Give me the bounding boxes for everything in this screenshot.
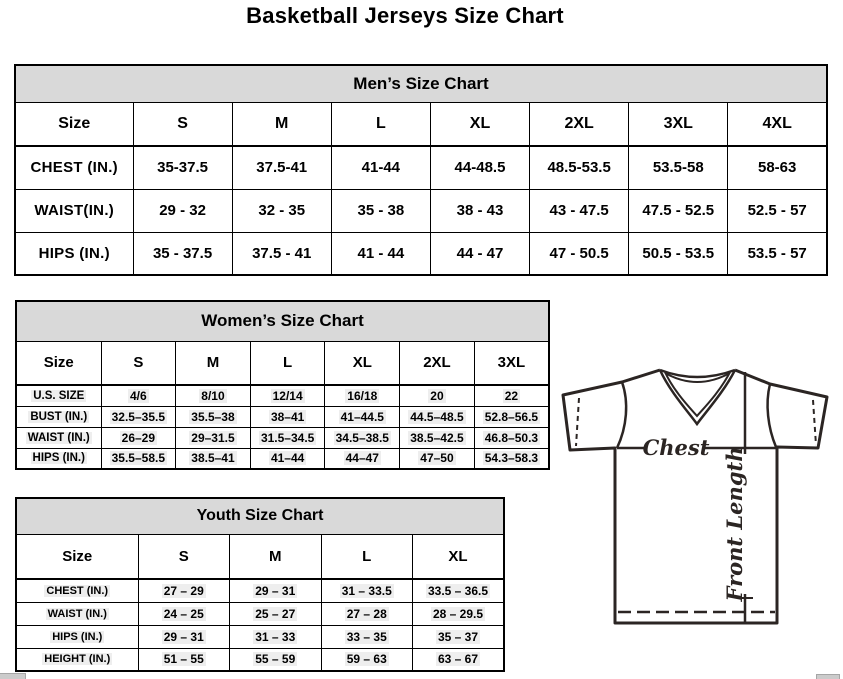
- men-cell-text: 35-37.5: [157, 159, 208, 177]
- men-cell-text: 44-48.5: [454, 159, 506, 177]
- youth-cell: [230, 579, 322, 602]
- jersey-outline-icon: [563, 370, 827, 623]
- youth-row-label-text: HIPS (IN.): [52, 630, 103, 643]
- women-table-row: [16, 427, 549, 448]
- men-cell: [133, 146, 232, 189]
- youth-cell-text: 55 – 59: [255, 652, 296, 667]
- youth-row-label-text: HEIGHT (IN.): [44, 653, 111, 666]
- women-cell-text: 41–44.5: [340, 409, 384, 424]
- women-cell: [400, 385, 475, 406]
- youth-column-header: L: [321, 534, 413, 579]
- men-cell: [133, 232, 232, 275]
- armhole-seam-right: [768, 384, 776, 447]
- youth-cell: [138, 579, 230, 602]
- men-row-label-text: CHEST (IN.): [30, 159, 118, 177]
- women-cell-text: 38–41: [270, 409, 305, 424]
- youth-row-label: [16, 648, 138, 671]
- women-cell: [474, 385, 549, 406]
- men-cell-text: 48.5-53.5: [547, 159, 611, 177]
- men-cell: [629, 146, 728, 189]
- youth-table-row: [16, 625, 504, 648]
- women-cell-text: 32.5–35.5: [111, 409, 166, 424]
- women-cell: [101, 406, 176, 427]
- men-cell-text: 41-44: [361, 159, 401, 177]
- men-cell: [232, 232, 331, 275]
- men-cell: [331, 189, 430, 232]
- women-column-header: 2XL: [400, 341, 475, 385]
- women-cell-text: 47–50: [420, 451, 454, 466]
- youth-cell-text: 33.5 – 36.5: [427, 583, 489, 598]
- page-title: Basketball Jerseys Size Chart: [246, 3, 564, 28]
- scrollbar-fragment-right[interactable]: [816, 674, 840, 679]
- men-table-row: [15, 146, 827, 189]
- youth-cell-text: 29 – 31: [255, 583, 296, 598]
- women-cell: [400, 427, 475, 448]
- women-cell: [176, 385, 251, 406]
- men-column-header: M: [232, 102, 331, 146]
- women-cell: [250, 406, 325, 427]
- men-column-header: XL: [430, 102, 529, 146]
- youth-cell: [230, 602, 322, 625]
- women-row-label: [16, 406, 101, 427]
- sleeve-stitch-left: [576, 398, 579, 446]
- women-cell-text: 54.3–58.3: [484, 451, 539, 466]
- men-cell: [430, 189, 529, 232]
- men-cell: [629, 189, 728, 232]
- men-column-header: 4XL: [728, 102, 827, 146]
- women-row-label: [16, 385, 101, 406]
- women-cell: [400, 406, 475, 427]
- women-cell: [176, 427, 251, 448]
- women-cell: [101, 427, 176, 448]
- women-cell-text: 34.5–38.5: [335, 430, 389, 445]
- women-cell-text: 38.5–41: [191, 451, 235, 466]
- women-table-row: [16, 448, 549, 469]
- women-cell: [250, 448, 325, 469]
- men-table-title: Men’s Size Chart: [15, 65, 827, 102]
- men-cell-text: 58-63: [757, 159, 797, 177]
- youth-cell: [321, 602, 413, 625]
- men-cell-text: 52.5 - 57: [747, 202, 807, 219]
- women-row-label: [16, 448, 101, 469]
- women-column-header: XL: [325, 341, 400, 385]
- women-cell-text: 12/14: [272, 388, 303, 403]
- youth-cell-text: 51 – 55: [163, 652, 204, 667]
- men-column-header: L: [331, 102, 430, 146]
- women-table-title: Women’s Size Chart: [16, 301, 549, 341]
- women-column-header: S: [101, 341, 176, 385]
- youth-cell-text: 27 – 28: [346, 606, 387, 621]
- women-cell-text: 44–47: [345, 451, 379, 466]
- men-cell: [530, 189, 629, 232]
- women-cell-text: 52.8–56.5: [484, 409, 539, 424]
- men-cell-text: 43 - 47.5: [549, 202, 609, 219]
- women-cell: [250, 427, 325, 448]
- men-cell-text: 35 - 37.5: [152, 244, 213, 262]
- youth-table-row: [16, 579, 504, 602]
- men-table-row: [15, 189, 827, 232]
- women-cell-text: 8/10: [201, 388, 225, 403]
- women-cell: [474, 427, 549, 448]
- men-cell: [728, 232, 827, 275]
- women-table-row: [16, 406, 549, 427]
- men-row-label: [15, 232, 133, 275]
- armhole-seam-left: [617, 382, 626, 448]
- youth-row-label: [16, 625, 138, 648]
- youth-cell-text: 31 – 33: [255, 629, 296, 644]
- women-cell-text: 46.8–50.3: [484, 430, 539, 445]
- youth-cell: [321, 579, 413, 602]
- women-cell-text: 38.5–42.5: [410, 430, 464, 445]
- men-table-row: [15, 232, 827, 275]
- men-row-label: [15, 146, 133, 189]
- men-cell: [728, 146, 827, 189]
- men-cell-text: 41 - 44: [357, 244, 405, 262]
- women-cell-text: 26–29: [121, 430, 156, 445]
- women-cell: [325, 406, 400, 427]
- men-cell: [232, 189, 331, 232]
- youth-cell-text: 27 – 29: [163, 583, 204, 598]
- women-cell: [250, 385, 325, 406]
- women-cell: [474, 406, 549, 427]
- men-row-label-text: HIPS (IN.): [38, 244, 110, 262]
- men-cell-text: 38 - 43: [456, 202, 504, 219]
- women-cell-text: 22: [504, 388, 519, 403]
- men-cell: [629, 232, 728, 275]
- women-cell: [400, 448, 475, 469]
- women-column-header: L: [250, 341, 325, 385]
- youth-cell: [230, 648, 322, 671]
- men-cell: [530, 232, 629, 275]
- women-row-label: [16, 427, 101, 448]
- men-cell: [331, 146, 430, 189]
- men-cell: [232, 146, 331, 189]
- youth-cell: [413, 602, 505, 625]
- men-cell: [331, 232, 430, 275]
- youth-row-label-text: CHEST (IN.): [46, 584, 109, 597]
- men-cell-text: 53.5-58: [652, 159, 704, 177]
- youth-cell: [413, 579, 505, 602]
- women-row-label-text: BUST (IN.): [30, 410, 88, 423]
- women-table-row: [16, 385, 549, 406]
- youth-column-header: M: [230, 534, 322, 579]
- youth-cell: [413, 648, 505, 671]
- women-cell-text: 35.5–58.5: [111, 451, 166, 466]
- youth-cell: [138, 648, 230, 671]
- youth-cell-text: 24 – 25: [163, 606, 204, 621]
- women-cell-text: 35.5–38: [191, 409, 235, 424]
- men-row-label: [15, 189, 133, 232]
- men-cell-text: 50.5 - 53.5: [642, 244, 715, 262]
- men-column-header: Size: [15, 102, 133, 146]
- youth-row-label-text: WAIST (IN.): [47, 607, 107, 620]
- youth-cell: [321, 625, 413, 648]
- men-cell-text: 37.5-41: [256, 159, 308, 177]
- men-row-label-text: WAIST(IN.): [34, 202, 115, 219]
- women-cell: [176, 448, 251, 469]
- men-cell: [728, 189, 827, 232]
- men-cell-text: 32 - 35: [258, 202, 306, 219]
- men-column-header: S: [133, 102, 232, 146]
- womens-size-table: [15, 300, 550, 470]
- women-cell-text: 31.5–34.5: [260, 430, 315, 445]
- youth-cell-text: 35 – 37: [437, 629, 479, 644]
- youth-cell-text: 28 – 29.5: [432, 606, 484, 621]
- men-column-header: 2XL: [530, 102, 629, 146]
- youth-cell-text: 25 – 27: [255, 606, 296, 621]
- youth-column-header: XL: [413, 534, 505, 579]
- youth-size-table: [15, 497, 505, 672]
- men-cell-text: 44 - 47: [456, 244, 504, 262]
- women-cell: [474, 448, 549, 469]
- women-row-label-text: HIPS (IN.): [32, 452, 85, 465]
- women-cell: [325, 385, 400, 406]
- youth-cell: [230, 625, 322, 648]
- youth-table-row: [16, 648, 504, 671]
- women-cell-text: 44.5–48.5: [410, 409, 464, 424]
- women-row-label-text: U.S. SIZE: [33, 389, 85, 402]
- youth-table-row: [16, 602, 504, 625]
- scrollbar-fragment-left[interactable]: [0, 673, 26, 679]
- youth-cell-text: 31 – 33.5: [341, 583, 392, 598]
- women-cell: [325, 427, 400, 448]
- men-column-header: 3XL: [629, 102, 728, 146]
- youth-cell-text: 33 – 35: [346, 629, 387, 644]
- youth-row-label: [16, 579, 138, 602]
- women-cell: [101, 385, 176, 406]
- women-cell: [101, 448, 176, 469]
- women-cell-text: 20: [430, 388, 444, 403]
- men-cell-text: 47 - 50.5: [549, 244, 609, 262]
- men-cell-text: 29 - 32: [159, 202, 206, 219]
- women-column-header: Size: [16, 341, 101, 385]
- mens-size-table: [14, 64, 828, 276]
- youth-cell-text: 63 – 67: [437, 652, 479, 667]
- men-cell: [430, 146, 529, 189]
- sleeve-stitch-right: [813, 400, 816, 445]
- youth-column-header: S: [138, 534, 230, 579]
- women-column-header: 3XL: [474, 341, 549, 385]
- women-cell-text: 4/6: [129, 388, 147, 403]
- men-cell: [133, 189, 232, 232]
- women-cell-text: 41–44: [270, 451, 305, 466]
- youth-cell: [321, 648, 413, 671]
- front-length-label: Front Length: [722, 446, 747, 602]
- youth-cell: [138, 602, 230, 625]
- youth-cell: [413, 625, 505, 648]
- youth-cell-text: 59 – 63: [346, 652, 387, 667]
- women-cell: [176, 406, 251, 427]
- men-cell: [430, 232, 529, 275]
- women-row-label-text: WAIST (IN.): [27, 431, 90, 444]
- women-cell-text: 16/18: [347, 388, 378, 403]
- men-cell-text: 37.5 - 41: [252, 244, 312, 262]
- youth-cell: [138, 625, 230, 648]
- jersey-measurement-diagram: [552, 360, 842, 634]
- men-cell-text: 53.5 - 57: [747, 244, 807, 262]
- youth-column-header: Size: [16, 534, 138, 579]
- men-cell-text: 35 - 38: [357, 202, 405, 219]
- chest-label: Chest: [642, 435, 710, 460]
- youth-table-title: Youth Size Chart: [16, 498, 504, 534]
- men-cell-text: 47.5 - 52.5: [642, 202, 715, 219]
- women-column-header: M: [176, 341, 251, 385]
- youth-row-label: [16, 602, 138, 625]
- women-cell: [325, 448, 400, 469]
- youth-cell-text: 29 – 31: [163, 629, 204, 644]
- women-cell-text: 29–31.5: [191, 430, 235, 445]
- men-cell: [530, 146, 629, 189]
